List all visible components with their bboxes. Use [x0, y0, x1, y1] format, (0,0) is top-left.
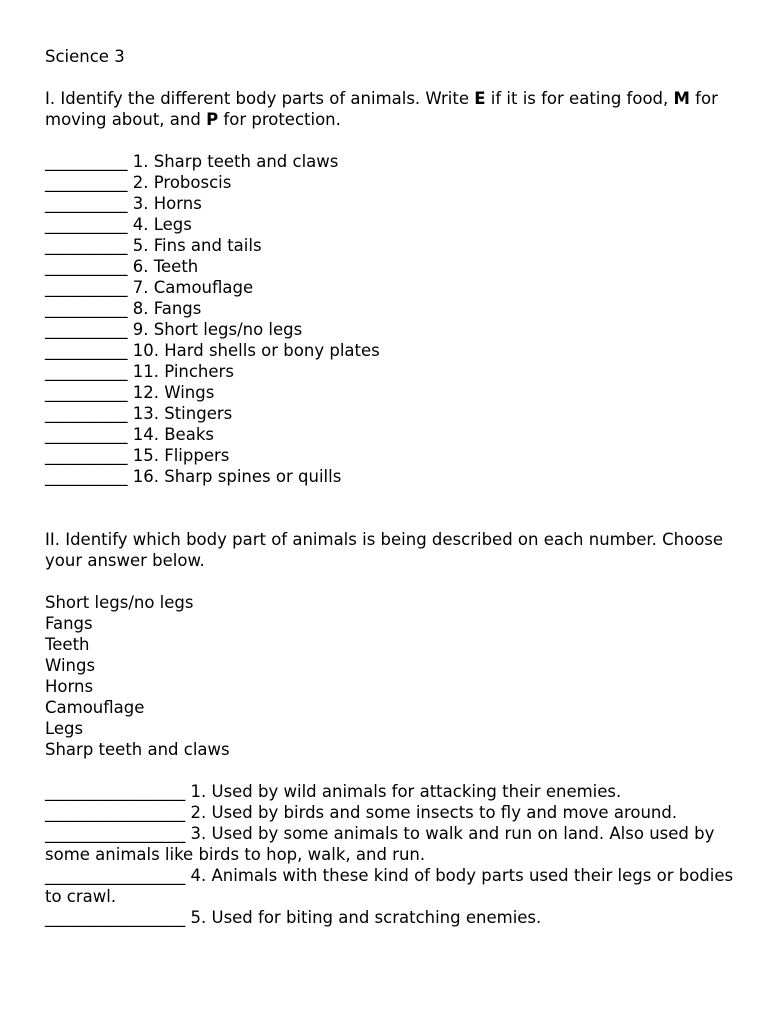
- part1-item: [45, 382, 735, 403]
- item-text: 3. Used by some animals to walk and run on land. Also used by some animals like birds to hop, walk, and run.: [45, 824, 715, 864]
- part1-item: [45, 151, 735, 172]
- answer-blank[interactable]: __________: [45, 173, 128, 192]
- choice-item: Short legs/no legs: [45, 593, 194, 612]
- worksheet-title: Science 3: [45, 47, 125, 66]
- answer-blank[interactable]: __________: [45, 215, 128, 234]
- answer-blank[interactable]: __________: [45, 425, 128, 444]
- part1-item: [45, 214, 735, 235]
- answer-blank[interactable]: __________: [45, 320, 128, 339]
- part1-item: [45, 319, 735, 340]
- part1-item: [45, 424, 735, 445]
- part1-instruction-moving: for moving about, and: [45, 89, 718, 129]
- spacer: [45, 487, 735, 529]
- item-text: 16. Sharp spines or quills: [132, 467, 342, 486]
- spacer: [45, 760, 735, 781]
- spacer: [45, 67, 735, 88]
- answer-blank[interactable]: _________________: [45, 803, 186, 822]
- part2-list: [45, 781, 735, 928]
- item-text: 10. Hard shells or bony plates: [132, 341, 380, 360]
- item-text: 14. Beaks: [132, 425, 214, 444]
- answer-blank[interactable]: __________: [45, 467, 128, 486]
- part2-instruction: II. Identify which body part of animals is being described on each number. Choose your answer below.: [45, 530, 724, 570]
- item-text: 15. Flippers: [132, 446, 230, 465]
- item-text: 5. Fins and tails: [132, 236, 262, 255]
- spacer: [45, 130, 735, 151]
- item-text: 3. Horns: [132, 194, 202, 213]
- item-text: 4. Animals with these kind of body parts used their legs or bodies to crawl.: [45, 866, 734, 906]
- answer-blank[interactable]: _________________: [45, 782, 186, 801]
- answer-blank[interactable]: __________: [45, 341, 128, 360]
- answer-blank[interactable]: __________: [45, 299, 128, 318]
- part1-item: [45, 277, 735, 298]
- part1-list: [45, 151, 735, 487]
- part1-item: [45, 403, 735, 424]
- answer-blank[interactable]: __________: [45, 152, 128, 171]
- part2-item: [45, 823, 735, 865]
- part2-item: [45, 802, 735, 823]
- choice-item: Fangs: [45, 614, 93, 633]
- choice-item: Legs: [45, 719, 84, 738]
- choice-item: Wings: [45, 656, 96, 675]
- choice-item: Sharp teeth and claws: [45, 740, 230, 759]
- item-text: 4. Legs: [132, 215, 192, 234]
- part1-instruction-protection: for protection.: [218, 110, 341, 129]
- part1-item: [45, 466, 735, 487]
- answer-blank[interactable]: __________: [45, 194, 128, 213]
- item-text: 13. Stingers: [132, 404, 233, 423]
- worksheet: [45, 46, 735, 928]
- answer-blank[interactable]: __________: [45, 257, 128, 276]
- answer-blank[interactable]: __________: [45, 446, 128, 465]
- part1-item: [45, 361, 735, 382]
- part2-choices: [45, 592, 735, 760]
- answer-blank[interactable]: _________________: [45, 824, 186, 843]
- part2-item: [45, 907, 735, 928]
- answer-blank[interactable]: __________: [45, 278, 128, 297]
- item-text: 12. Wings: [132, 383, 215, 402]
- answer-blank[interactable]: __________: [45, 383, 128, 402]
- item-text: 9. Short legs/no legs: [132, 320, 303, 339]
- answer-blank[interactable]: _________________: [45, 866, 186, 885]
- part1-item: [45, 235, 735, 256]
- part1-item: [45, 172, 735, 193]
- key-protection: P: [206, 110, 219, 129]
- item-text: 1. Sharp teeth and claws: [132, 152, 339, 171]
- part1-item: [45, 340, 735, 361]
- part2-item: [45, 865, 735, 907]
- part1-item: [45, 193, 735, 214]
- item-text: 11. Pinchers: [132, 362, 234, 381]
- part1-item: [45, 445, 735, 466]
- part2-item: [45, 781, 735, 802]
- choice-item: Camouflage: [45, 698, 145, 717]
- answer-blank[interactable]: __________: [45, 362, 128, 381]
- item-text: 8. Fangs: [132, 299, 202, 318]
- part1-item: [45, 256, 735, 277]
- item-text: 2. Used by birds and some insects to fly and move around.: [190, 803, 678, 822]
- answer-blank[interactable]: _________________: [45, 908, 186, 927]
- part1-instruction-eating: if it is for eating food,: [485, 89, 674, 108]
- key-eating: E: [474, 89, 486, 108]
- choice-item: Horns: [45, 677, 94, 696]
- answer-blank[interactable]: __________: [45, 236, 128, 255]
- item-text: 2. Proboscis: [132, 173, 232, 192]
- item-text: 6. Teeth: [132, 257, 199, 276]
- part1-instruction-start: I. Identify the different body parts of animals. Write: [45, 89, 475, 108]
- part1-item: [45, 298, 735, 319]
- part1-instruction: [45, 88, 735, 130]
- answer-blank[interactable]: __________: [45, 404, 128, 423]
- key-moving: M: [673, 89, 690, 108]
- item-text: 1. Used by wild animals for attacking their enemies.: [190, 782, 622, 801]
- item-text: 5. Used for biting and scratching enemies.: [190, 908, 542, 927]
- spacer: [45, 571, 735, 592]
- item-text: 7. Camouflage: [132, 278, 254, 297]
- choice-item: Teeth: [45, 635, 90, 654]
